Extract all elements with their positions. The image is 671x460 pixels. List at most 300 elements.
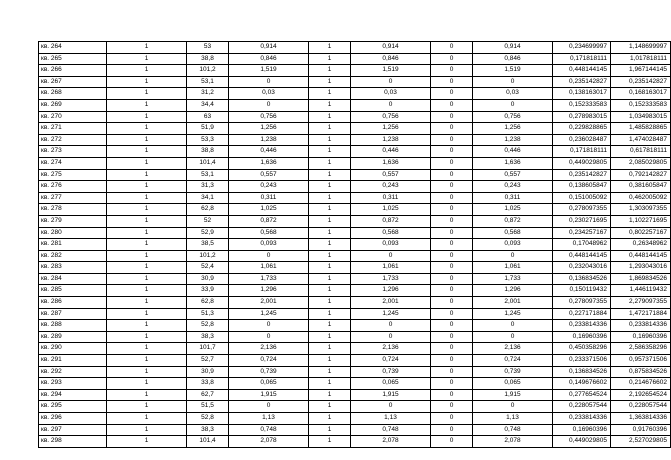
table-cell[interactable]: 0,756 bbox=[473, 111, 553, 123]
table-cell[interactable]: 2,001 bbox=[351, 297, 431, 309]
table-cell[interactable]: 31,3 bbox=[187, 181, 229, 193]
table-cell[interactable]: 1 bbox=[107, 366, 187, 378]
table-cell[interactable]: 0 bbox=[431, 285, 473, 297]
table-cell[interactable]: 0 bbox=[351, 331, 431, 343]
apartment-cell[interactable]: кв. 295 bbox=[39, 401, 107, 413]
table-cell[interactable]: 51,5 bbox=[187, 401, 229, 413]
table-cell[interactable]: 0,171818111 bbox=[553, 53, 611, 65]
table-cell[interactable]: 0,228057544 bbox=[553, 401, 611, 413]
table-cell[interactable]: 0,557 bbox=[473, 169, 553, 181]
table-cell[interactable]: 0,277654524 bbox=[553, 389, 611, 401]
table-cell[interactable]: 0,449029805 bbox=[553, 436, 611, 448]
table-cell[interactable]: 0,462005092 bbox=[611, 192, 671, 204]
table-cell[interactable]: 1 bbox=[107, 157, 187, 169]
table-cell[interactable]: 1,446119432 bbox=[611, 285, 671, 297]
table-cell[interactable]: 1,256 bbox=[229, 123, 309, 135]
table-cell[interactable]: 0,449029805 bbox=[553, 157, 611, 169]
table-cell[interactable]: 1 bbox=[309, 53, 351, 65]
table-cell[interactable]: 0,235142827 bbox=[553, 76, 611, 88]
table-cell[interactable]: 0,233814336 bbox=[553, 413, 611, 425]
table-cell[interactable]: 1 bbox=[107, 204, 187, 216]
table-cell[interactable]: 1 bbox=[107, 389, 187, 401]
table-cell[interactable]: 1 bbox=[309, 227, 351, 239]
table-cell[interactable]: 63 bbox=[187, 111, 229, 123]
table-cell[interactable]: 53,1 bbox=[187, 169, 229, 181]
table-cell[interactable]: 0,557 bbox=[229, 169, 309, 181]
table-cell[interactable]: 101,7 bbox=[187, 343, 229, 355]
apartment-cell[interactable]: кв. 275 bbox=[39, 169, 107, 181]
table-cell[interactable]: 1,915 bbox=[351, 389, 431, 401]
table-cell[interactable]: 1 bbox=[309, 389, 351, 401]
apartment-cell[interactable]: кв. 265 bbox=[39, 53, 107, 65]
table-cell[interactable]: 1,296 bbox=[473, 285, 553, 297]
table-cell[interactable]: 1 bbox=[309, 401, 351, 413]
table-cell[interactable]: 0,756 bbox=[351, 111, 431, 123]
table-cell[interactable]: 0,093 bbox=[351, 239, 431, 251]
table-cell[interactable]: 0,568 bbox=[351, 227, 431, 239]
apartment-cell[interactable]: кв. 292 bbox=[39, 366, 107, 378]
apartment-cell[interactable]: кв. 286 bbox=[39, 297, 107, 309]
table-cell[interactable]: 0,756 bbox=[229, 111, 309, 123]
apartment-cell[interactable]: кв. 272 bbox=[39, 134, 107, 146]
table-cell[interactable]: 0 bbox=[431, 436, 473, 448]
table-cell[interactable]: 0 bbox=[431, 169, 473, 181]
table-cell[interactable]: 52,7 bbox=[187, 355, 229, 367]
table-cell[interactable]: 0,739 bbox=[229, 366, 309, 378]
table-cell[interactable]: 0 bbox=[229, 76, 309, 88]
table-cell[interactable]: 0 bbox=[229, 250, 309, 262]
table-cell[interactable]: 0,235142827 bbox=[553, 169, 611, 181]
table-cell[interactable]: 1 bbox=[309, 355, 351, 367]
table-cell[interactable]: 0 bbox=[431, 215, 473, 227]
apartment-cell[interactable]: кв. 276 bbox=[39, 181, 107, 193]
table-cell[interactable]: 0 bbox=[431, 65, 473, 77]
table-cell[interactable]: 1,13 bbox=[229, 413, 309, 425]
table-cell[interactable]: 1,733 bbox=[229, 273, 309, 285]
table-cell[interactable]: 2,586358296 bbox=[611, 343, 671, 355]
table-cell[interactable]: 1 bbox=[309, 111, 351, 123]
table-cell[interactable]: 0,214676602 bbox=[611, 378, 671, 390]
table-cell[interactable]: 1 bbox=[107, 215, 187, 227]
table-cell[interactable]: 1,061 bbox=[229, 262, 309, 274]
table-cell[interactable]: 1 bbox=[309, 239, 351, 251]
table-cell[interactable]: 0,311 bbox=[473, 192, 553, 204]
table-cell[interactable]: 1,363814336 bbox=[611, 413, 671, 425]
table-cell[interactable]: 38,8 bbox=[187, 146, 229, 158]
table-cell[interactable]: 2,136 bbox=[473, 343, 553, 355]
table-cell[interactable]: 2,001 bbox=[473, 297, 553, 309]
table-cell[interactable]: 33,8 bbox=[187, 378, 229, 390]
table-cell[interactable]: 0,802257167 bbox=[611, 227, 671, 239]
table-cell[interactable]: 0 bbox=[431, 297, 473, 309]
table-cell[interactable]: 0,748 bbox=[473, 424, 553, 436]
table-cell[interactable]: 0 bbox=[431, 343, 473, 355]
table-cell[interactable]: 1 bbox=[107, 273, 187, 285]
table-cell[interactable]: 1,102271695 bbox=[611, 215, 671, 227]
table-cell[interactable]: 0,278097355 bbox=[553, 297, 611, 309]
table-cell[interactable]: 2,136 bbox=[351, 343, 431, 355]
table-cell[interactable]: 1,519 bbox=[473, 65, 553, 77]
table-cell[interactable]: 0 bbox=[431, 239, 473, 251]
table-cell[interactable]: 1,519 bbox=[229, 65, 309, 77]
table-cell[interactable]: 53 bbox=[187, 42, 229, 54]
table-cell[interactable]: 1,636 bbox=[473, 157, 553, 169]
table-cell[interactable]: 0,557 bbox=[351, 169, 431, 181]
table-cell[interactable]: 1 bbox=[107, 146, 187, 158]
table-cell[interactable]: 0 bbox=[431, 192, 473, 204]
table-cell[interactable]: 0,448144145 bbox=[553, 65, 611, 77]
table-cell[interactable]: 1 bbox=[107, 308, 187, 320]
table-cell[interactable]: 1 bbox=[309, 146, 351, 158]
apartment-cell[interactable]: кв. 280 bbox=[39, 227, 107, 239]
table-cell[interactable]: 1,061 bbox=[473, 262, 553, 274]
table-cell[interactable]: 0 bbox=[473, 250, 553, 262]
table-cell[interactable]: 1 bbox=[309, 285, 351, 297]
table-cell[interactable]: 0 bbox=[431, 227, 473, 239]
table-cell[interactable]: 2,192654524 bbox=[611, 389, 671, 401]
table-cell[interactable]: 1 bbox=[107, 343, 187, 355]
table-cell[interactable]: 0 bbox=[229, 331, 309, 343]
table-cell[interactable]: 0 bbox=[431, 88, 473, 100]
table-cell[interactable]: 0 bbox=[351, 401, 431, 413]
table-cell[interactable]: 1,293043016 bbox=[611, 262, 671, 274]
table-cell[interactable]: 0 bbox=[229, 320, 309, 332]
apartment-cell[interactable]: кв. 274 bbox=[39, 157, 107, 169]
table-cell[interactable]: 0,243 bbox=[229, 181, 309, 193]
table-cell[interactable]: 1,025 bbox=[229, 204, 309, 216]
table-cell[interactable]: 101,2 bbox=[187, 65, 229, 77]
table-cell[interactable]: 1,869834526 bbox=[611, 273, 671, 285]
table-cell[interactable]: 0 bbox=[431, 355, 473, 367]
table-cell[interactable]: 0 bbox=[431, 424, 473, 436]
table-cell[interactable]: 0 bbox=[473, 331, 553, 343]
table-cell[interactable]: 1 bbox=[107, 53, 187, 65]
table-cell[interactable]: 0,846 bbox=[473, 53, 553, 65]
apartment-cell[interactable]: кв. 290 bbox=[39, 343, 107, 355]
table-cell[interactable]: 1 bbox=[309, 297, 351, 309]
table-cell[interactable]: 0,233814336 bbox=[611, 320, 671, 332]
table-cell[interactable]: 30,9 bbox=[187, 366, 229, 378]
table-cell[interactable]: 1,238 bbox=[473, 134, 553, 146]
table-cell[interactable]: 0,150119432 bbox=[553, 285, 611, 297]
table-cell[interactable]: 0,448144145 bbox=[611, 250, 671, 262]
table-cell[interactable]: 0,748 bbox=[351, 424, 431, 436]
table-cell[interactable]: 0,235142827 bbox=[611, 76, 671, 88]
table-cell[interactable]: 0 bbox=[351, 250, 431, 262]
table-cell[interactable]: 52 bbox=[187, 215, 229, 227]
table-cell[interactable]: 0,739 bbox=[473, 366, 553, 378]
table-cell[interactable]: 1 bbox=[309, 169, 351, 181]
table-cell[interactable]: 0,724 bbox=[473, 355, 553, 367]
table-cell[interactable]: 0 bbox=[431, 123, 473, 135]
table-cell[interactable]: 1 bbox=[107, 88, 187, 100]
table-cell[interactable]: 1 bbox=[309, 192, 351, 204]
table-cell[interactable]: 1 bbox=[309, 320, 351, 332]
apartment-cell[interactable]: кв. 298 bbox=[39, 436, 107, 448]
table-cell[interactable]: 2,078 bbox=[229, 436, 309, 448]
apartment-cell[interactable]: кв. 278 bbox=[39, 204, 107, 216]
table-cell[interactable]: 0,234257167 bbox=[553, 227, 611, 239]
apartment-cell[interactable]: кв. 269 bbox=[39, 99, 107, 111]
table-cell[interactable]: 0 bbox=[431, 157, 473, 169]
table-cell[interactable]: 0,03 bbox=[351, 88, 431, 100]
table-cell[interactable]: 1 bbox=[107, 99, 187, 111]
table-cell[interactable]: 0 bbox=[431, 204, 473, 216]
table-cell[interactable]: 0,568 bbox=[229, 227, 309, 239]
table-cell[interactable]: 0,136834526 bbox=[553, 366, 611, 378]
apartment-cell[interactable]: кв. 268 bbox=[39, 88, 107, 100]
table-cell[interactable]: 0,914 bbox=[473, 42, 553, 54]
table-cell[interactable]: 62,8 bbox=[187, 297, 229, 309]
table-cell[interactable]: 0,03 bbox=[473, 88, 553, 100]
table-cell[interactable]: 1 bbox=[309, 65, 351, 77]
table-cell[interactable]: 0,875834526 bbox=[611, 366, 671, 378]
table-cell[interactable]: 0 bbox=[473, 401, 553, 413]
table-cell[interactable]: 0,232043016 bbox=[553, 262, 611, 274]
table-cell[interactable]: 0,846 bbox=[351, 53, 431, 65]
table-cell[interactable]: 1 bbox=[107, 42, 187, 54]
table-cell[interactable]: 0,151005092 bbox=[553, 192, 611, 204]
table-cell[interactable]: 101,4 bbox=[187, 436, 229, 448]
table-cell[interactable]: 1 bbox=[107, 65, 187, 77]
table-cell[interactable]: 2,001 bbox=[229, 297, 309, 309]
table-cell[interactable]: 0 bbox=[431, 389, 473, 401]
apartment-cell[interactable]: кв. 266 bbox=[39, 65, 107, 77]
table-cell[interactable]: 0,236028487 bbox=[553, 134, 611, 146]
table-cell[interactable]: 0,152333583 bbox=[553, 99, 611, 111]
table-cell[interactable]: 0 bbox=[431, 401, 473, 413]
table-cell[interactable]: 0 bbox=[431, 99, 473, 111]
table-cell[interactable]: 0 bbox=[431, 378, 473, 390]
table-cell[interactable]: 0,872 bbox=[229, 215, 309, 227]
table-cell[interactable]: 0,957371506 bbox=[611, 355, 671, 367]
table-cell[interactable]: 0,278097355 bbox=[553, 204, 611, 216]
table-cell[interactable]: 0,448144145 bbox=[553, 250, 611, 262]
table-cell[interactable]: 1,485828865 bbox=[611, 123, 671, 135]
table-cell[interactable]: 1,636 bbox=[229, 157, 309, 169]
table-cell[interactable]: 0,446 bbox=[351, 146, 431, 158]
apartment-cell[interactable]: кв. 284 bbox=[39, 273, 107, 285]
table-cell[interactable]: 1 bbox=[107, 297, 187, 309]
table-cell[interactable]: 1,733 bbox=[351, 273, 431, 285]
table-cell[interactable]: 1,238 bbox=[351, 134, 431, 146]
table-cell[interactable]: 0,243 bbox=[351, 181, 431, 193]
table-cell[interactable]: 0,872 bbox=[351, 215, 431, 227]
table-cell[interactable]: 0 bbox=[431, 413, 473, 425]
apartment-cell[interactable]: кв. 289 bbox=[39, 331, 107, 343]
table-cell[interactable]: 0,233814336 bbox=[553, 320, 611, 332]
table-cell[interactable]: 0,234699997 bbox=[553, 42, 611, 54]
apartment-cell[interactable]: кв. 279 bbox=[39, 215, 107, 227]
table-cell[interactable]: 0 bbox=[473, 76, 553, 88]
table-cell[interactable]: 0,748 bbox=[229, 424, 309, 436]
table-cell[interactable]: 0,739 bbox=[351, 366, 431, 378]
table-cell[interactable]: 2,136 bbox=[229, 343, 309, 355]
table-cell[interactable]: 1,256 bbox=[351, 123, 431, 135]
table-cell[interactable]: 1,017818111 bbox=[611, 53, 671, 65]
table-cell[interactable]: 1 bbox=[107, 239, 187, 251]
table-cell[interactable]: 0 bbox=[431, 331, 473, 343]
table-cell[interactable]: 1 bbox=[107, 123, 187, 135]
table-cell[interactable]: 0,311 bbox=[351, 192, 431, 204]
table-cell[interactable]: 0,792142827 bbox=[611, 169, 671, 181]
table-cell[interactable]: 1,025 bbox=[473, 204, 553, 216]
table-cell[interactable]: 0 bbox=[431, 320, 473, 332]
table-cell[interactable]: 2,279097355 bbox=[611, 297, 671, 309]
table-cell[interactable]: 1 bbox=[309, 215, 351, 227]
table-cell[interactable]: 0,138163017 bbox=[553, 88, 611, 100]
table-cell[interactable]: 1 bbox=[107, 401, 187, 413]
table-cell[interactable]: 0 bbox=[229, 401, 309, 413]
table-cell[interactable]: 0 bbox=[431, 181, 473, 193]
table-cell[interactable]: 0,17048962 bbox=[553, 239, 611, 251]
table-cell[interactable]: 0,093 bbox=[473, 239, 553, 251]
table-cell[interactable]: 0,278983015 bbox=[553, 111, 611, 123]
table-cell[interactable]: 1,025 bbox=[351, 204, 431, 216]
apartment-cell[interactable]: кв. 294 bbox=[39, 389, 107, 401]
table-cell[interactable]: 51,3 bbox=[187, 308, 229, 320]
table-cell[interactable]: 0,230271695 bbox=[553, 215, 611, 227]
apartment-cell[interactable]: кв. 264 bbox=[39, 42, 107, 54]
table-cell[interactable]: 2,527029805 bbox=[611, 436, 671, 448]
apartment-cell[interactable]: кв. 288 bbox=[39, 320, 107, 332]
table-cell[interactable]: 1,915 bbox=[229, 389, 309, 401]
table-cell[interactable]: 0 bbox=[431, 53, 473, 65]
apartment-cell[interactable]: кв. 282 bbox=[39, 250, 107, 262]
table-cell[interactable]: 53,3 bbox=[187, 134, 229, 146]
table-cell[interactable]: 1 bbox=[107, 169, 187, 181]
table-cell[interactable]: 1 bbox=[309, 250, 351, 262]
table-cell[interactable]: 53,1 bbox=[187, 76, 229, 88]
table-cell[interactable]: 101,4 bbox=[187, 157, 229, 169]
table-cell[interactable]: 1 bbox=[107, 424, 187, 436]
table-cell[interactable]: 0 bbox=[431, 262, 473, 274]
apartment-cell[interactable]: кв. 270 bbox=[39, 111, 107, 123]
table-cell[interactable]: 34,1 bbox=[187, 192, 229, 204]
table-cell[interactable]: 0 bbox=[473, 320, 553, 332]
table-cell[interactable]: 1 bbox=[107, 227, 187, 239]
table-cell[interactable]: 1 bbox=[309, 88, 351, 100]
table-cell[interactable]: 0,03 bbox=[229, 88, 309, 100]
table-cell[interactable]: 1,13 bbox=[473, 413, 553, 425]
table-cell[interactable]: 0,152333583 bbox=[611, 99, 671, 111]
table-cell[interactable]: 1 bbox=[107, 413, 187, 425]
table-cell[interactable]: 0,16960396 bbox=[553, 331, 611, 343]
table-cell[interactable]: 52,4 bbox=[187, 262, 229, 274]
table-cell[interactable]: 1 bbox=[107, 181, 187, 193]
table-cell[interactable]: 1,474028487 bbox=[611, 134, 671, 146]
table-cell[interactable]: 0,872 bbox=[473, 215, 553, 227]
table-cell[interactable]: 0,450358296 bbox=[553, 343, 611, 355]
apartment-cell[interactable]: кв. 297 bbox=[39, 424, 107, 436]
table-cell[interactable]: 2,085029805 bbox=[611, 157, 671, 169]
table-cell[interactable]: 1,13 bbox=[351, 413, 431, 425]
table-cell[interactable]: 0,228057544 bbox=[611, 401, 671, 413]
table-cell[interactable]: 1 bbox=[107, 378, 187, 390]
table-cell[interactable]: 1,245 bbox=[229, 308, 309, 320]
table-cell[interactable]: 1 bbox=[309, 413, 351, 425]
table-cell[interactable]: 38,8 bbox=[187, 53, 229, 65]
table-cell[interactable]: 1 bbox=[309, 366, 351, 378]
table-cell[interactable]: 0,229828865 bbox=[553, 123, 611, 135]
table-cell[interactable]: 0,381605847 bbox=[611, 181, 671, 193]
table-cell[interactable]: 0,136834526 bbox=[553, 273, 611, 285]
table-cell[interactable]: 1 bbox=[107, 76, 187, 88]
table-cell[interactable]: 1 bbox=[309, 181, 351, 193]
table-cell[interactable]: 1 bbox=[107, 331, 187, 343]
table-cell[interactable]: 0 bbox=[351, 99, 431, 111]
table-cell[interactable]: 33,9 bbox=[187, 285, 229, 297]
table-cell[interactable]: 1 bbox=[107, 111, 187, 123]
table-cell[interactable]: 38,3 bbox=[187, 331, 229, 343]
table-cell[interactable]: 0 bbox=[351, 76, 431, 88]
table-cell[interactable]: 1,061 bbox=[351, 262, 431, 274]
table-cell[interactable]: 1,967144145 bbox=[611, 65, 671, 77]
table-cell[interactable]: 0,233371506 bbox=[553, 355, 611, 367]
table-cell[interactable]: 0 bbox=[431, 42, 473, 54]
table-cell[interactable]: 1,296 bbox=[229, 285, 309, 297]
table-cell[interactable]: 1,519 bbox=[351, 65, 431, 77]
table-cell[interactable]: 0 bbox=[229, 99, 309, 111]
table-cell[interactable]: 0,16960396 bbox=[553, 424, 611, 436]
table-cell[interactable]: 0,149676602 bbox=[553, 378, 611, 390]
table-cell[interactable]: 0,243 bbox=[473, 181, 553, 193]
table-cell[interactable]: 0,16960396 bbox=[611, 331, 671, 343]
table-cell[interactable]: 0,171818111 bbox=[553, 146, 611, 158]
table-cell[interactable]: 1,245 bbox=[351, 308, 431, 320]
table-cell[interactable]: 2,078 bbox=[473, 436, 553, 448]
table-cell[interactable]: 1 bbox=[309, 436, 351, 448]
table-cell[interactable]: 0,617818111 bbox=[611, 146, 671, 158]
table-cell[interactable]: 1,636 bbox=[351, 157, 431, 169]
table-cell[interactable]: 1 bbox=[107, 250, 187, 262]
table-cell[interactable]: 38,3 bbox=[187, 424, 229, 436]
table-cell[interactable]: 1 bbox=[309, 424, 351, 436]
table-cell[interactable]: 0,138605847 bbox=[553, 181, 611, 193]
table-cell[interactable]: 1 bbox=[309, 262, 351, 274]
table-cell[interactable]: 1,733 bbox=[473, 273, 553, 285]
table-cell[interactable]: 51,9 bbox=[187, 123, 229, 135]
table-cell[interactable]: 0,724 bbox=[351, 355, 431, 367]
apartment-cell[interactable]: кв. 296 bbox=[39, 413, 107, 425]
apartment-cell[interactable]: кв. 291 bbox=[39, 355, 107, 367]
table-cell[interactable]: 1 bbox=[309, 378, 351, 390]
table-cell[interactable]: 1 bbox=[309, 157, 351, 169]
table-cell[interactable]: 0,26348962 bbox=[611, 239, 671, 251]
table-cell[interactable]: 1,296 bbox=[351, 285, 431, 297]
table-cell[interactable]: 0,91760396 bbox=[611, 424, 671, 436]
table-cell[interactable]: 0,093 bbox=[229, 239, 309, 251]
table-cell[interactable]: 52,9 bbox=[187, 227, 229, 239]
table-cell[interactable]: 0,227171884 bbox=[553, 308, 611, 320]
table-cell[interactable]: 38,5 bbox=[187, 239, 229, 251]
table-cell[interactable]: 0,065 bbox=[351, 378, 431, 390]
table-cell[interactable]: 0 bbox=[431, 76, 473, 88]
table-cell[interactable]: 1 bbox=[107, 262, 187, 274]
table-cell[interactable]: 1 bbox=[309, 343, 351, 355]
apartment-cell[interactable]: кв. 271 bbox=[39, 123, 107, 135]
table-cell[interactable]: 1 bbox=[107, 134, 187, 146]
table-cell[interactable]: 0 bbox=[431, 111, 473, 123]
table-cell[interactable]: 1,915 bbox=[473, 389, 553, 401]
table-cell[interactable]: 1,472171884 bbox=[611, 308, 671, 320]
table-cell[interactable]: 0 bbox=[431, 250, 473, 262]
table-cell[interactable]: 62,8 bbox=[187, 204, 229, 216]
table-cell[interactable]: 1 bbox=[309, 308, 351, 320]
table-cell[interactable]: 1 bbox=[309, 331, 351, 343]
table-cell[interactable]: 34,4 bbox=[187, 99, 229, 111]
table-cell[interactable]: 30,9 bbox=[187, 273, 229, 285]
